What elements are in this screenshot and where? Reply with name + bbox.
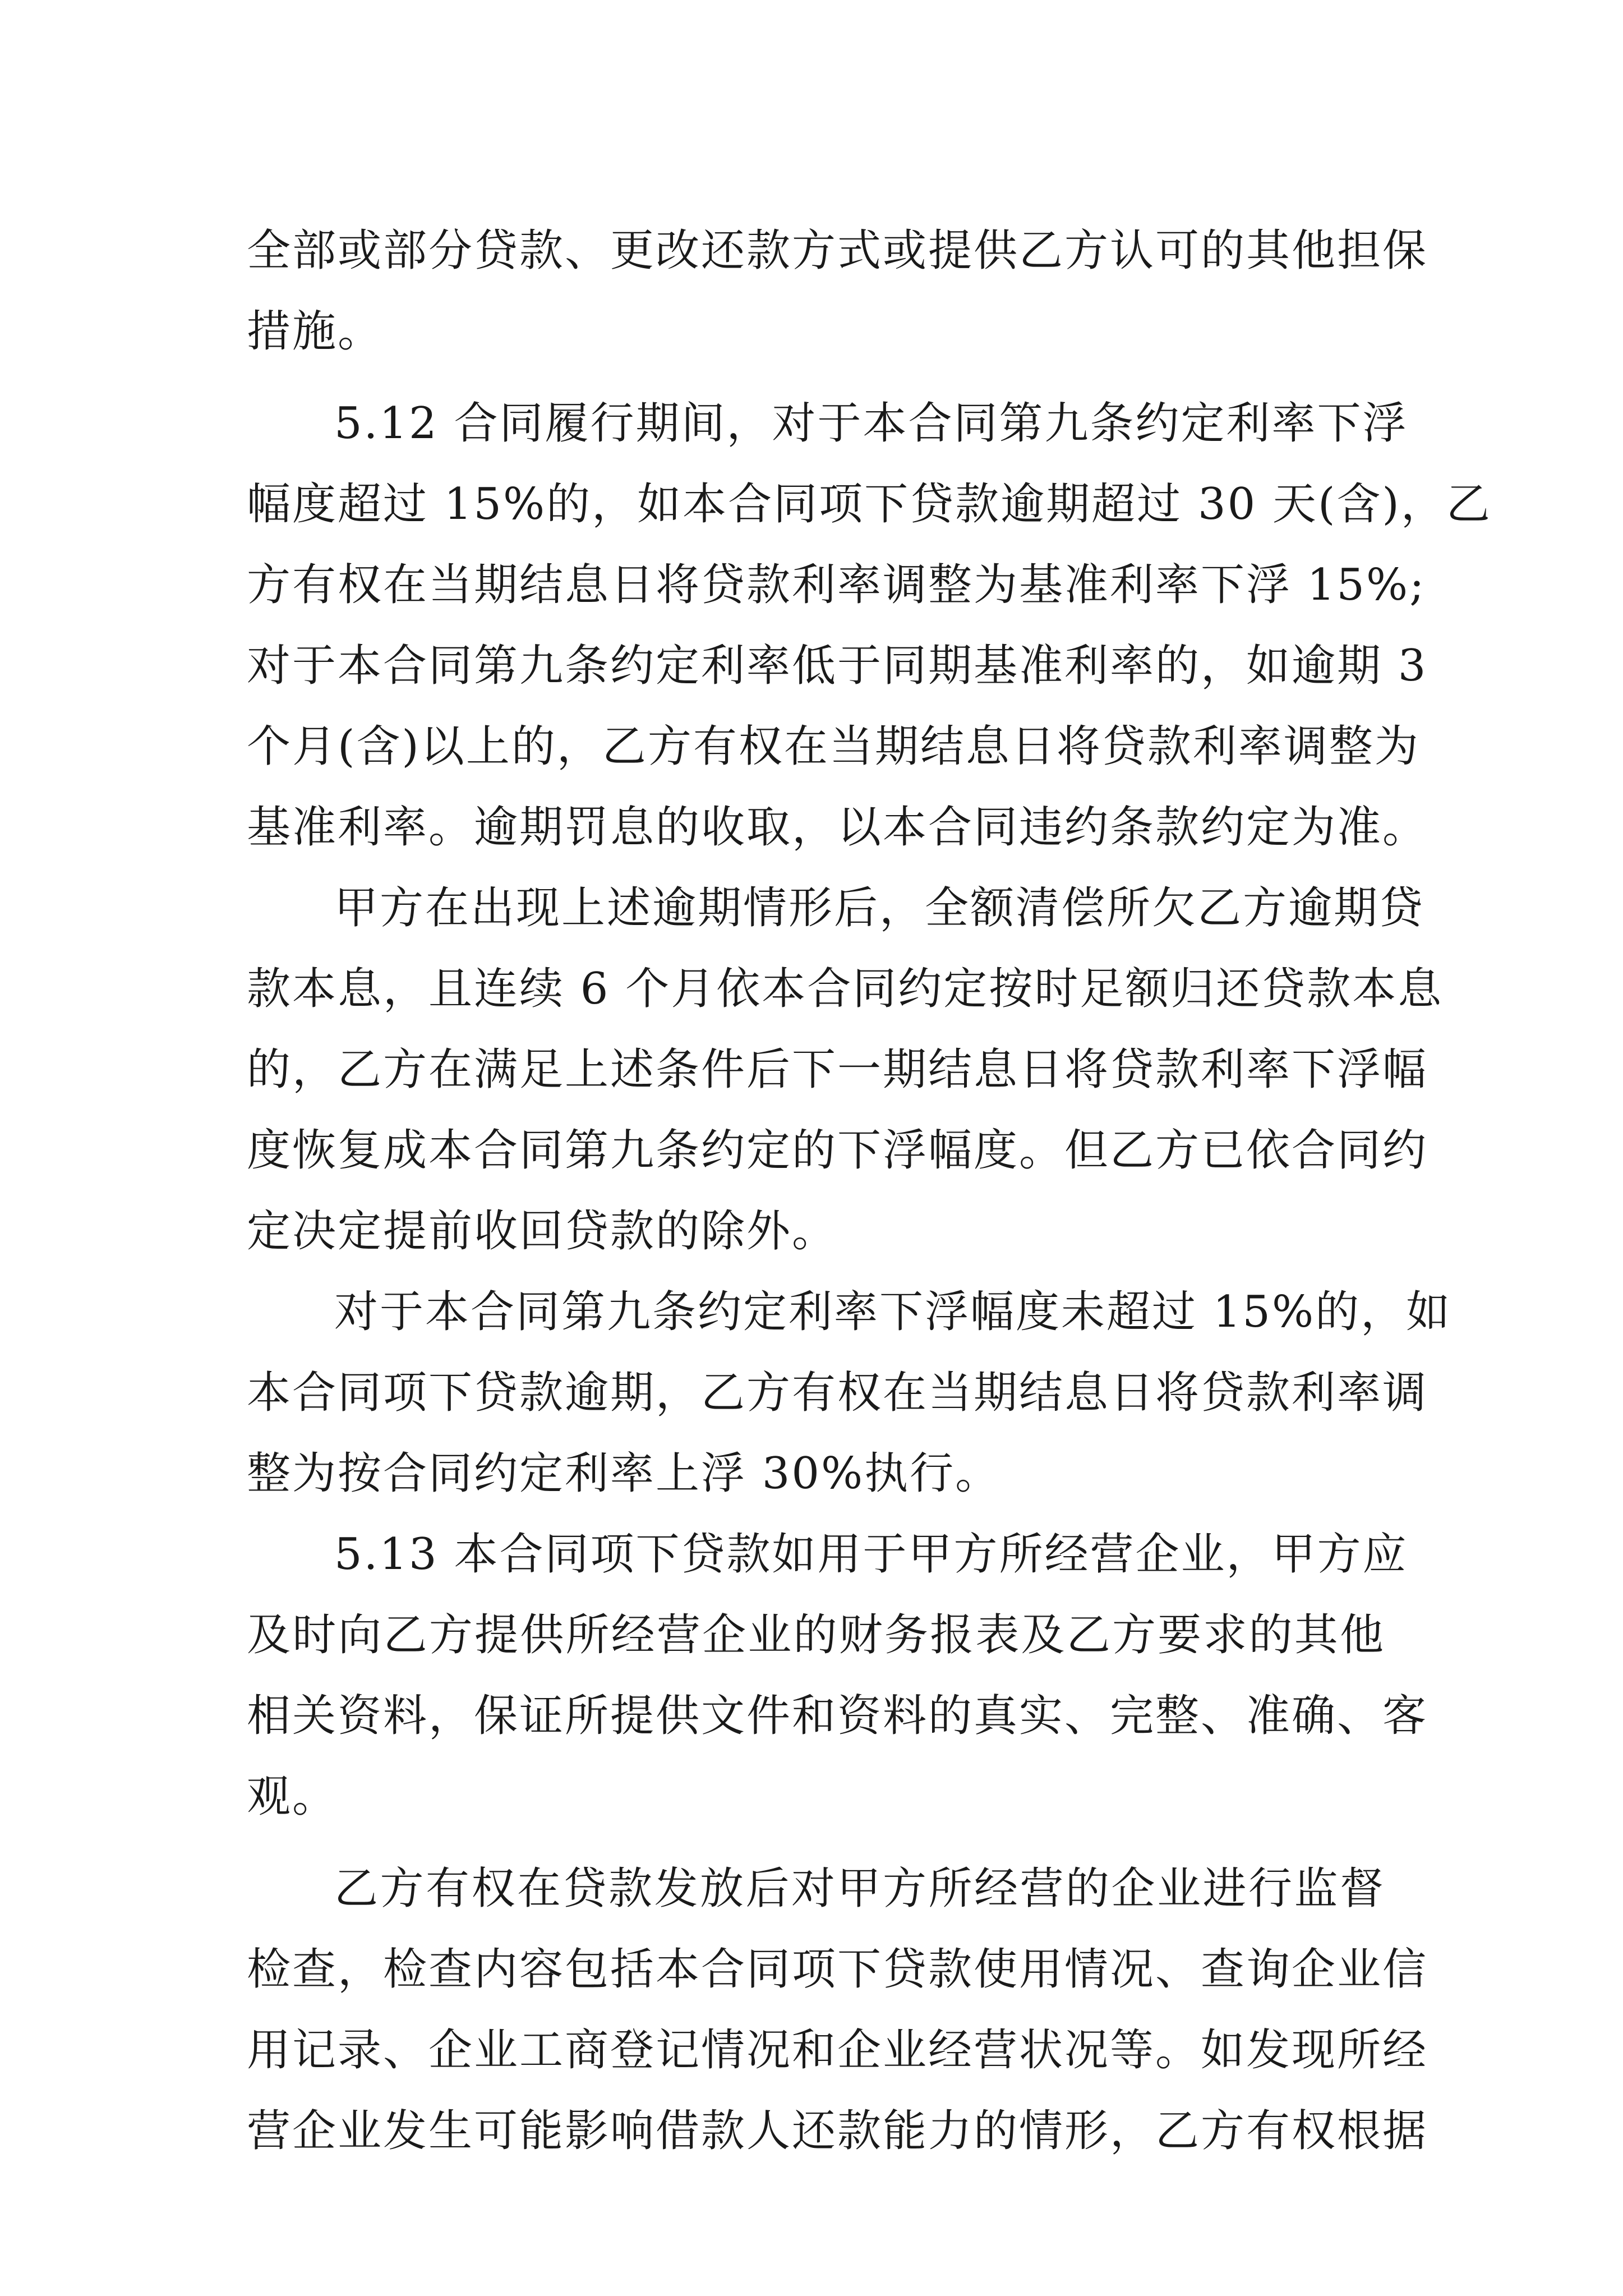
text-line: 甲方在出现上述逾期情形后，全额清偿所欠乙方逾期贷 [334,883,1425,933]
text-line: 基准利率。逾期罚息的收取，以本合同违约条款约定为准。 [247,802,1428,853]
text-line: 幅度超过 15%的，如本合同项下贷款逾期超过 30 天(含)，乙 [247,479,1492,530]
text-line: 整为按合同约定利率上浮 30%执行。 [247,1448,1001,1499]
text-line: 本合同项下贷款逾期，乙方有权在当期结息日将贷款利率调 [247,1368,1428,1418]
text-line: 度恢复成本合同第九条约定的下浮幅度。但乙方已依合同约 [247,1125,1428,1176]
text-line: 对于本合同第九条约定利率低于同期基准利率的，如逾期 3 [247,641,1428,691]
text-line: 及时向乙方提供所经营企业的财务报表及乙方要求的其他 [247,1610,1385,1660]
text-line: 营企业发生可能影响借款人还款能力的情形，乙方有权根据 [247,2106,1428,2156]
text-line: 措施。 [247,306,384,357]
text-line: 观。 [247,1772,338,1822]
text-line: 相关资料，保证所提供文件和资料的真实、完整、准确、客 [247,1691,1428,1741]
text-line: 方有权在当期结息日将贷款利率调整为基准利率下浮 15%; [247,560,1426,610]
text-line: 款本息，且连续 6 个月依本合同约定按时足额归还贷款本息 [247,964,1444,1014]
text-line: 5.13 本合同项下贷款如用于甲方所经营企业，甲方应 [334,1529,1408,1580]
text-line: 定决定提前收回贷款的除外。 [247,1206,838,1257]
text-line: 全部或部分贷款、更改还款方式或提供乙方认可的其他担保 [247,226,1428,276]
contract-body-text [247,210,1492,2171]
text-line: 对于本合同第九条约定利率下浮幅度未超过 15%的，如 [334,1287,1452,1337]
text-line: 5.12 合同履行期间，对于本合同第九条约定利率下浮 [334,398,1408,449]
text-line: 乙方有权在贷款发放后对甲方所经营的企业进行监督 [334,1864,1385,1914]
text-line: 检查，检查内容包括本合同项下贷款使用情况、查询企业信 [247,1944,1428,1995]
text-line: 的，乙方在满足上述条件后下一期结息日将贷款利率下浮幅 [247,1045,1428,1095]
text-line: 用记录、企业工商登记情况和企业经营状况等。如发现所经 [247,2025,1428,2076]
text-line: 个月(含)以上的，乙方有权在当期结息日将贷款利率调整为 [247,721,1420,772]
